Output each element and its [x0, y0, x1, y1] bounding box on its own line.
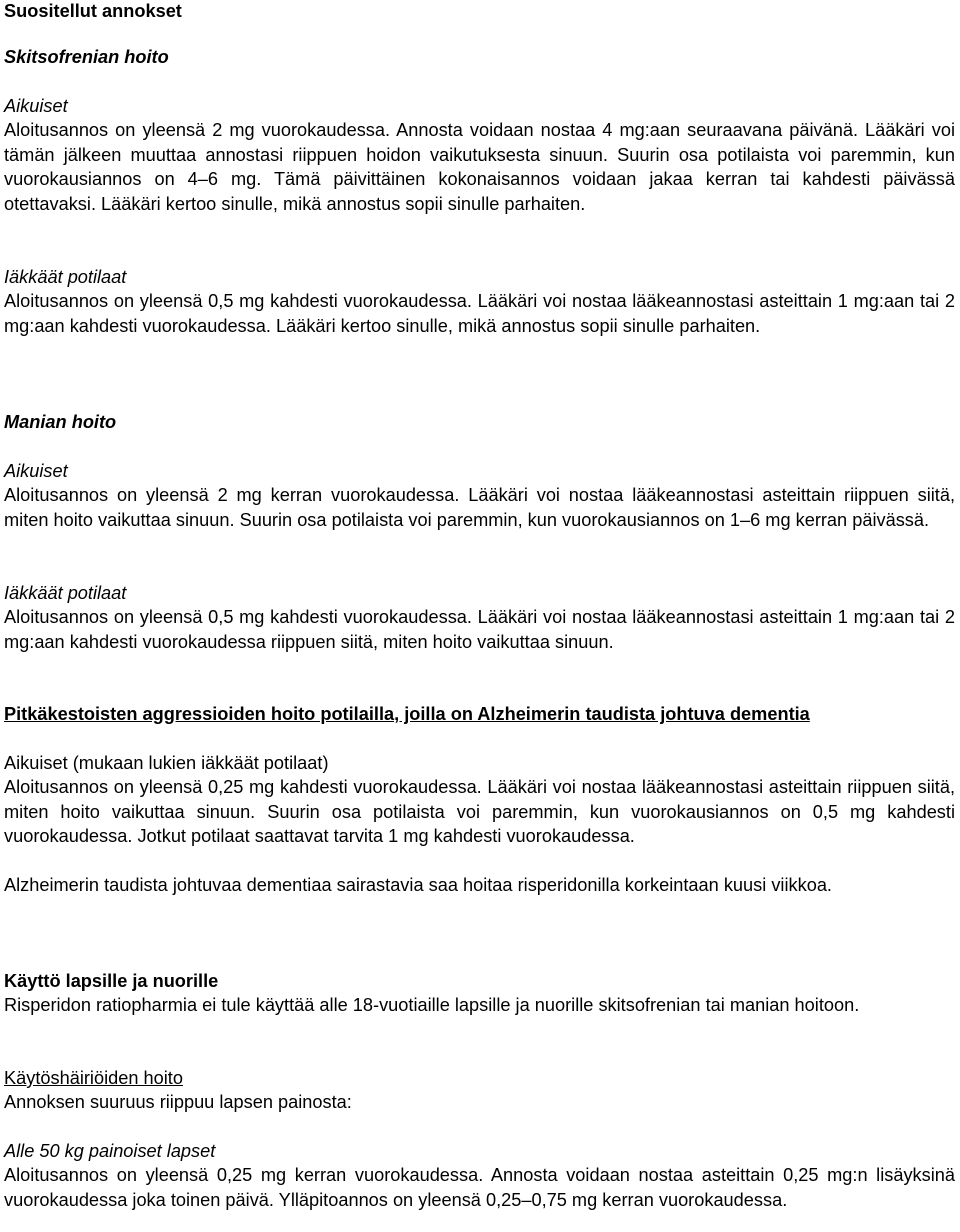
section-heading-alzheimer: Pitkäkestoisten aggressioiden hoito potilailla, joilla on Alzheimerin taudista johtuva dementia: [4, 704, 810, 724]
group-text-adults: Aloitusannos on yleensä 2 mg vuorokaudessa. Annosta voidaan nostaa 4 mg:aan seuraavana päivänä. Lääkäri voi tämän jälkeen muuttaa annostasi riippuen hoidon vaikutuksesta sinuun. Suurin osa potilaista voi paremmin, kun vuorokausiannos on 4–6 mg. Tämä päivittäinen kokonaisannos voidaan jakaa kerran tai kahdesti päivässä otettavaksi. Lääkäri kertoo sinulle, mikä annostus sopii sinulle parhaiten.: [4, 120, 955, 214]
group-text-under-50kg: Aloitusannos on yleensä 0,25 mg kerran vuorokaudessa. Annosta voidaan nostaa asteittain 0,25 mg:n lisäyksinä vuorokaudessa joka toinen päivä. Ylläpitoannos on yleensä 0,25–0,75 mg kerran vuorokaudessa.: [4, 1165, 955, 1210]
group-label-adults: Aikuiset: [4, 96, 68, 116]
group-text-elderly: Aloitusannos on yleensä 0,5 mg kahdesti vuorokaudessa. Lääkäri voi nostaa lääkeannostasi asteittain 1 mg:aan tai 2 mg:aan kahdesti vuorokaudessa. Lääkäri kertoo sinulle, mikä annostus sopii sinulle parhaiten.: [4, 291, 955, 336]
section-text-children: Risperidon ratiopharmia ei tule käyttää alle 18-vuotiaille lapsille ja nuorille skitsofrenian tai manian hoitoon.: [4, 995, 860, 1015]
document-title: Suositellut annokset: [4, 1, 182, 21]
subtext-weight-dependency: Annoksen suuruus riippuu lapsen painosta:: [4, 1092, 352, 1112]
section-heading-children: Käyttö lapsille ja nuorille: [4, 971, 219, 991]
section-heading-schizophrenia: Skitsofrenian hoito: [4, 47, 169, 67]
group-text-alzheimer-limit: Alzheimerin taudista johtuvaa dementiaa sairastavia saa hoitaa risperidonilla korkeintaan kuusi viikkoa.: [4, 875, 832, 895]
group-text-elderly-mania: Aloitusannos on yleensä 0,5 mg kahdesti vuorokaudessa. Lääkäri voi nostaa lääkeannostasi asteittain 1 mg:aan tai 2 mg:aan kahdesti vuorokaudessa riippuen siitä, miten hoito vaikuttaa sinuun.: [4, 607, 955, 652]
group-label-adults-alzheimer: Aikuiset (mukaan lukien iäkkäät potilaat): [4, 753, 329, 773]
group-label-under-50kg: Alle 50 kg painoiset lapset: [4, 1141, 216, 1161]
group-label-elderly-mania: Iäkkäät potilaat: [4, 583, 127, 603]
group-text-adults-mania: Aloitusannos on yleensä 2 mg kerran vuorokaudessa. Lääkäri voi nostaa lääkeannostasi asteittain riippuen siitä, miten hoito vaikuttaa sinuun. Suurin osa potilaista voi paremmin, kun vuorokausiannos on 1–6 mg kerran päivässä.: [4, 485, 955, 530]
group-label-elderly: Iäkkäät potilaat: [4, 267, 127, 287]
section-heading-mania: Manian hoito: [4, 412, 117, 432]
subheading-conduct-disorders: Käytöshäiriöiden hoito: [4, 1068, 183, 1088]
group-text-adults-alzheimer: Aloitusannos on yleensä 0,25 mg kahdesti vuorokaudessa. Lääkäri voi nostaa lääkeannostasi asteittain riippuen siitä, miten hoito vaikuttaa sinuun. Suurin osa potilaista voi paremmin, kun vuorokausiannos on 0,5 mg kahdesti vuorokaudessa. Jotkut potilaat saattavat tarvita 1 mg kahdesti vuorokaudessa.: [4, 777, 955, 846]
group-label-adults-mania: Aikuiset: [4, 461, 68, 481]
